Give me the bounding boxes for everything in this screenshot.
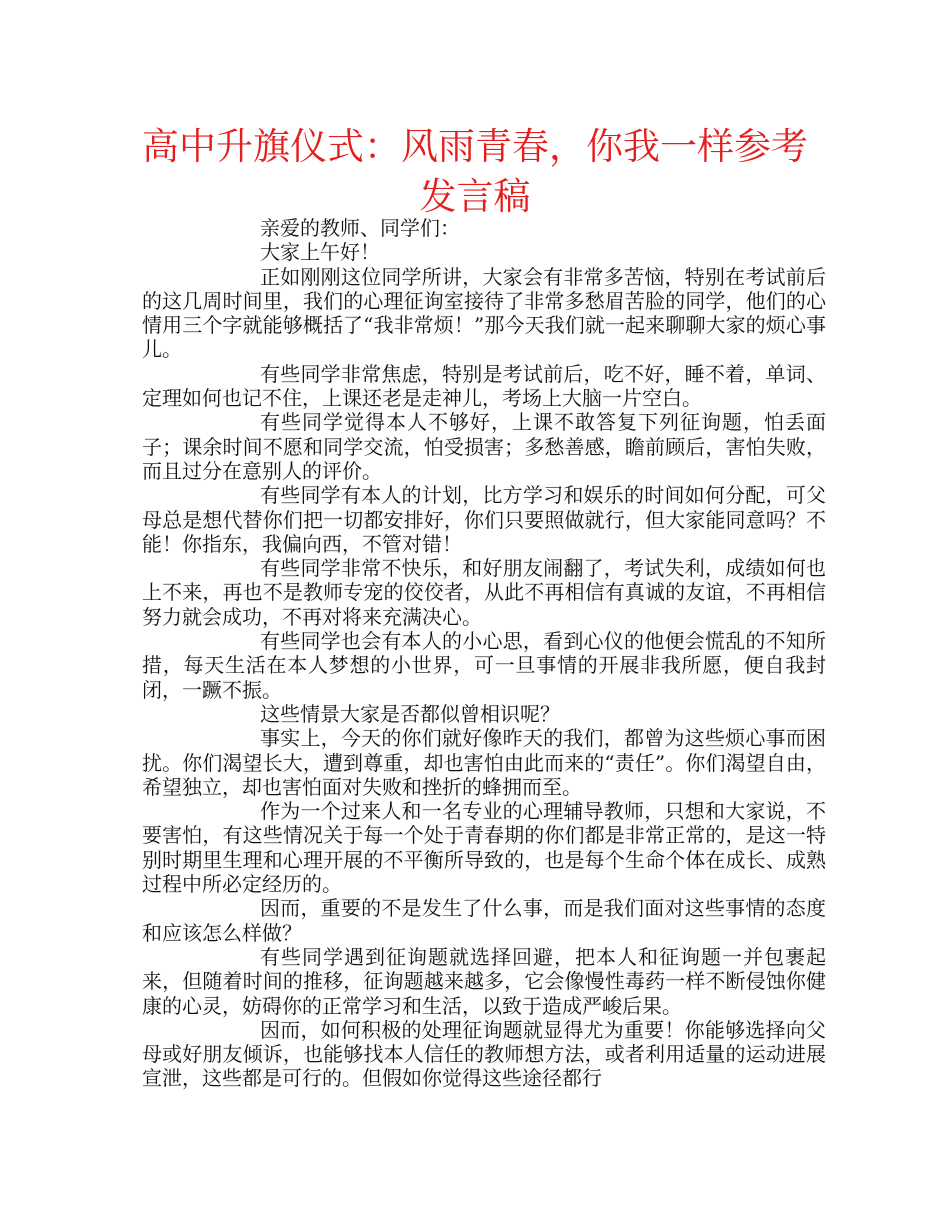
paragraph: 因而，重要的不是发生了什么事，而是我们面对这些事情的态度和应该怎么样做？: [142, 896, 826, 945]
paragraph: 有些同学也会有本人的小心思，看到心仪的他便会慌乱的不知所措，每天生活在本人梦想的小世界，可一旦事情的开展非我所愿，便自我封闭，一蹶不振。: [142, 629, 826, 702]
paragraph: 这些情景大家是否都似曾相识呢？: [260, 701, 560, 726]
paragraph: 事实上，今天的你们就好像昨天的我们，都曾为这些烦心事而困扰。你们渴望长大，遭到尊重，却也害怕由此而来的“责任”。你们渴望自由，希望独立，却也害怕面对失败和挫折的蜂拥而至。: [142, 726, 826, 799]
paragraph: 正如刚刚这位同学所讲，大家会有非常多苦恼，特别在考试前后的这几周时间里，我们的心理征询室接待了非常多愁眉苦脸的同学，他们的心情用三个字就能够概括了“我非常烦！”那今天我们就一起来聊聊大家的烦心事儿。: [142, 264, 826, 362]
paragraph: 有些同学非常焦虑，特别是考试前后，吃不好，睡不着，单词、定理如何也记不住，上课还老是走神儿，考场上大脑一片空白。: [142, 361, 826, 411]
document-title: 高中升旗仪式：风雨青春，你我一样参考发言稿: [142, 125, 808, 218]
paragraph: 有些同学有本人的计划，比方学习和娱乐的时间如何分配，可父母总是想代替你们把一切都安排好，你们只要照做就行，但大家能同意吗？不能！你指东，我偏向西，不管对错！: [142, 483, 826, 556]
paragraph: 因而，如何积极的处理征询题就显得尤为重要！你能够选择向父母或好朋友倾诉，也能够找本人信任的教师想方法，或者利用适量的运动进展宣泄，这些都是可行的。但假如你觉得这些途径都行: [142, 1017, 826, 1091]
paragraph: 有些同学遇到征询题就选择回避，把本人和征询题一并包裹起来，但随着时间的推移，征询题越来越多，它会像慢性毒药一样不断侵蚀你健康的心灵，妨碍你的正常学习和生活，以致于造成严峻后果。: [142, 944, 826, 1018]
document-body: [142, 216, 826, 1091]
paragraph-salutation: 亲爱的教师、同学们：: [260, 216, 460, 240]
paragraph-greeting: 大家上午好！: [260, 240, 380, 265]
paragraph: 有些同学觉得本人不够好，上课不敢答复下列征询题，怕丢面子；课余时间不愿和同学交流，怕受损害；多愁善感，瞻前顾后，害怕失败，而且过分在意别人的评价。: [142, 410, 826, 483]
paragraph: 有些同学非常不快乐，和好朋友闹翻了，考试失利，成绩如何也上不来，再也不是教师专宠的佼佼者，从此不再相信有真诚的友谊，不再相信努力就会成功，不再对将来充满决心。: [142, 556, 826, 629]
paragraph: 作为一个过来人和一名专业的心理辅导教师，只想和大家说，不要害怕，有这些情况关于每一个处于青春期的你们都是非常正常的，是这一特别时期里生理和心理开展的不平衡所导致的，也是每个生命个体在成长、成熟过程中所必定经历的。: [142, 799, 826, 897]
